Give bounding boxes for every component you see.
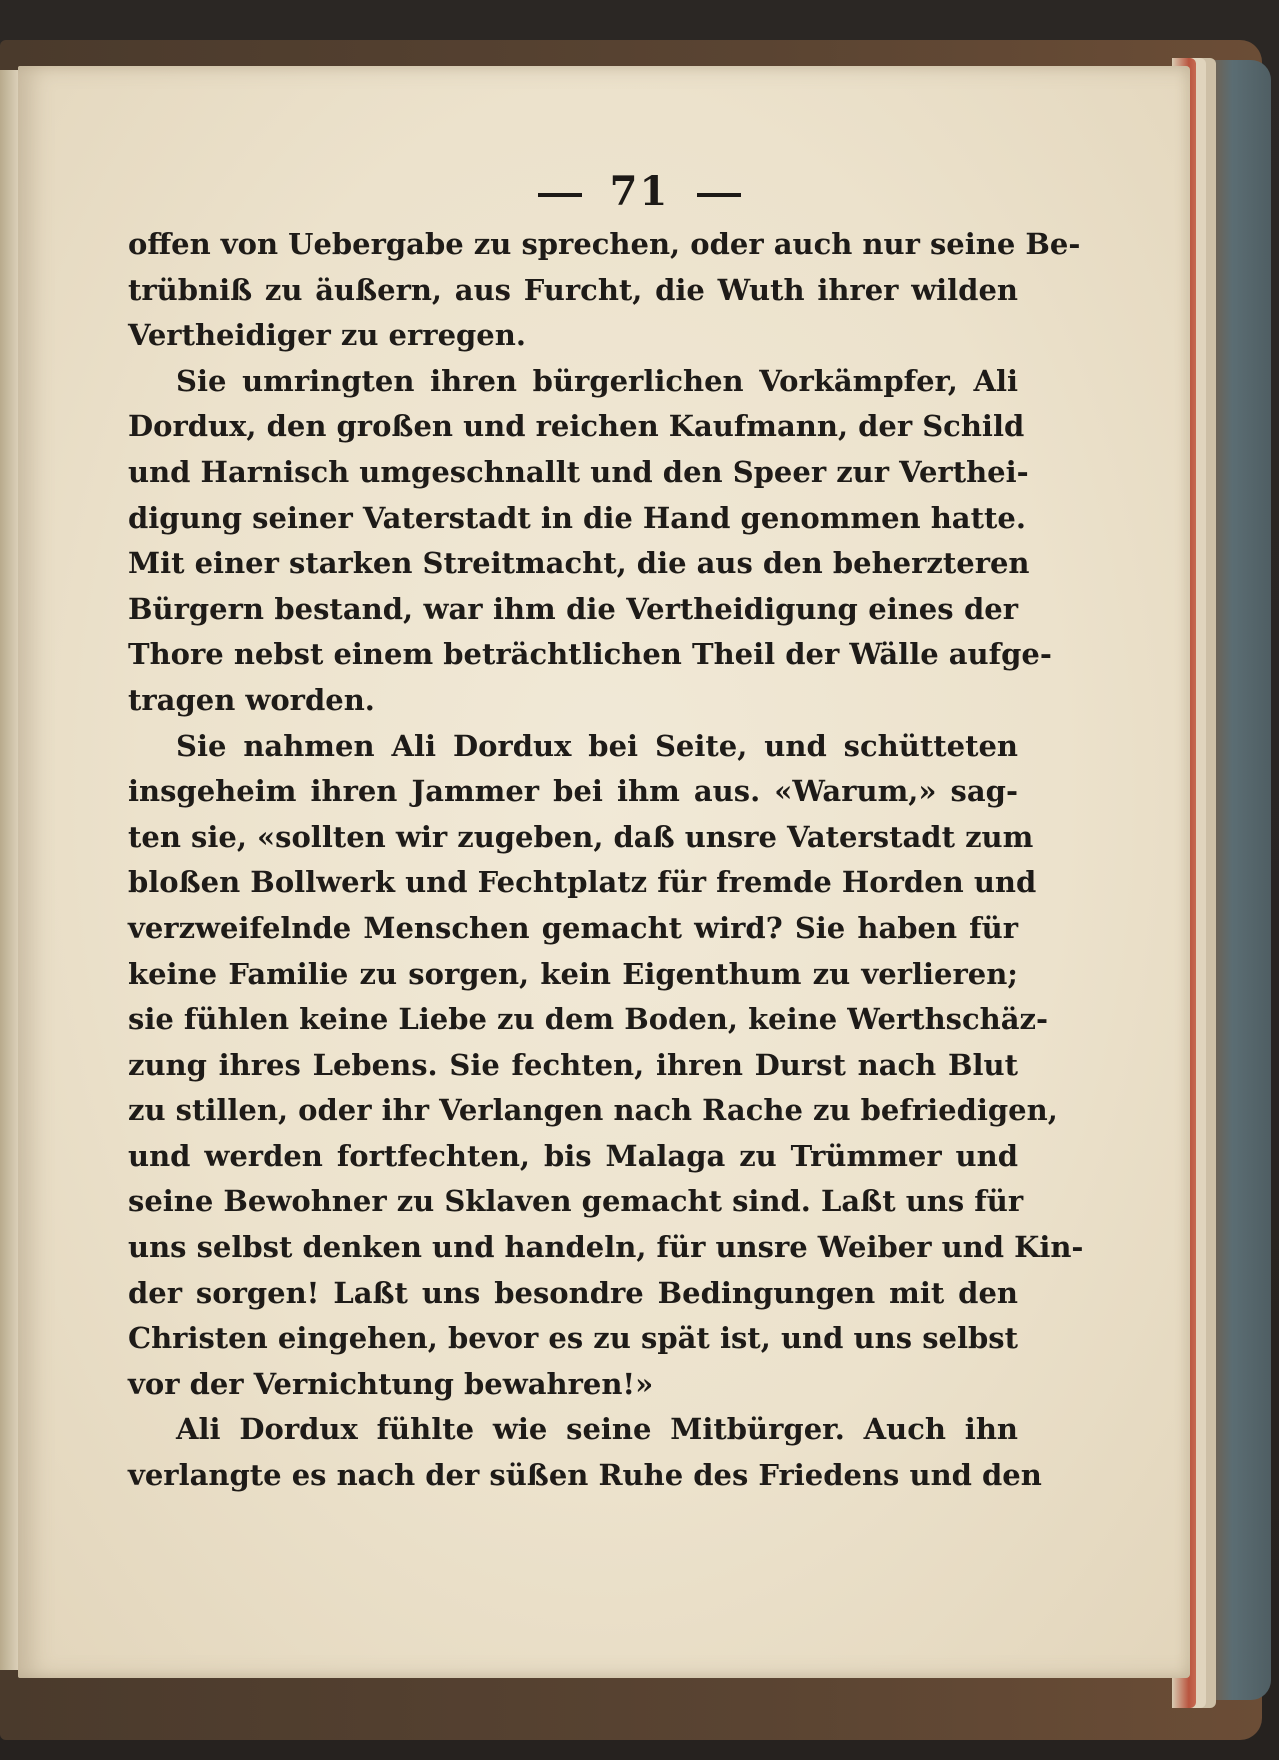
page-body-text [128, 222, 1084, 1499]
text-line: zu stillen, oder ihr Verlangen nach Rache zu befriedigen, [128, 1093, 1058, 1128]
text-line: vor der Vernichtung bewahren!» [128, 1366, 654, 1401]
text-line: Mit einer starken Streitmacht, die aus den beherzteren [128, 546, 1030, 581]
page-number-header [0, 168, 1279, 215]
text-line: Thore nebst einem beträchtlichen Theil der Wälle aufge- [128, 637, 1052, 672]
text-line: und Harnisch umgeschnallt und den Speer zur Verthei- [128, 454, 1029, 489]
text-line: verzweifelnde Menschen gemacht wird? Sie haben für [128, 910, 1018, 945]
text-line: keine Familie zu sorgen, kein Eigenthum zu verlieren; [128, 956, 1018, 991]
text-line: zung ihres Lebens. Sie fechten, ihren Durst nach Blut [128, 1047, 1018, 1082]
dash-right [697, 193, 741, 197]
text-line: sie fühlen keine Liebe zu dem Boden, keine Werthschäz- [128, 1002, 1049, 1037]
dash-left [538, 193, 582, 197]
text-line: Dordux, den großen und reichen Kaufmann, der Schild [128, 409, 1025, 444]
text-line: uns selbst denken und handeln, für unsre Weiber und Kin- [128, 1230, 1084, 1265]
text-line: bloßen Bollwerk und Fechtplatz für fremde Horden und [128, 865, 1037, 900]
text-line: verlangte es nach der süßen Ruhe des Friedens und den [128, 1458, 1042, 1493]
text-line: Vertheidiger zu erregen. [128, 318, 526, 353]
text-line: Sie umringten ihren bürgerlichen Vorkämpfer, Ali [176, 363, 1018, 398]
text-line: Sie nahmen Ali Dordux bei Seite, und schütteten [176, 728, 1018, 763]
text-line: tragen worden. [128, 682, 375, 717]
text-line: Ali Dordux fühlte wie seine Mitbürger. Auch ihn [176, 1412, 1018, 1447]
text-line: insgeheim ihren Jammer bei ihm aus. «Warum,» sag- [128, 774, 1018, 809]
text-line: trübniß zu äußern, aus Furcht, die Wuth ihrer wilden [128, 272, 1018, 307]
text-line: ten sie, «sollten wir zugeben, daß unsre Vaterstadt zum [128, 819, 1034, 854]
text-line: der sorgen! Laßt uns besondre Bedingungen mit den [128, 1275, 1018, 1310]
text-line: seine Bewohner zu Sklaven gemacht sind. Laßt uns für [128, 1184, 1024, 1219]
text-line: digung seiner Vaterstadt in die Hand genommen hatte. [128, 500, 1026, 535]
page-number: 71 [609, 168, 670, 215]
text-line: und werden fortfechten, bis Malaga zu Trümmer und [128, 1138, 1018, 1173]
text-line: offen von Uebergabe zu sprechen, oder auch nur seine Be- [128, 227, 1081, 261]
text-line: Bürgern bestand, war ihm die Vertheidigung eines der [128, 591, 1018, 626]
text-line: Christen eingehen, bevor es zu spät ist, und uns selbst [128, 1321, 1018, 1356]
